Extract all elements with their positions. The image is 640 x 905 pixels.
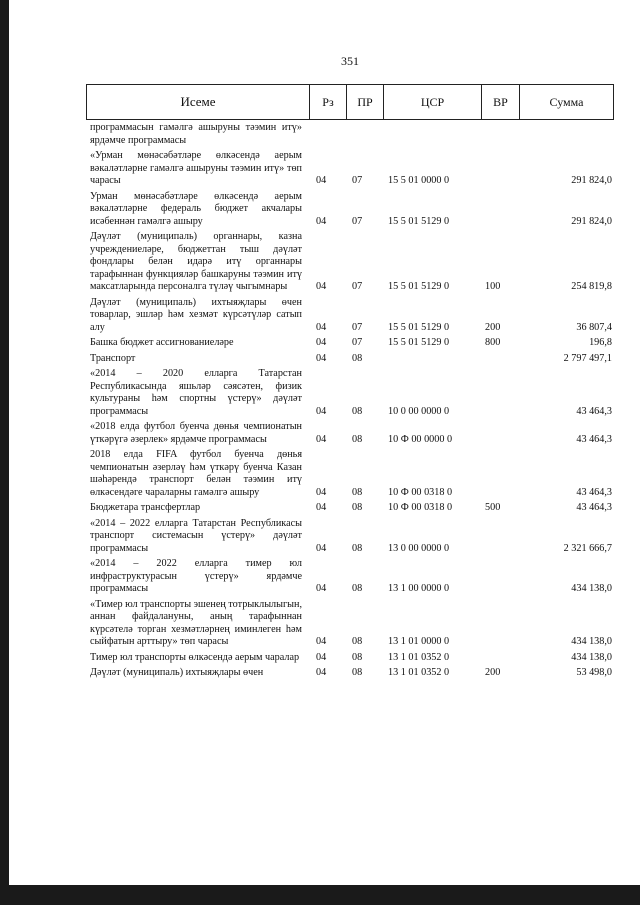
row-pr: 08	[352, 352, 363, 364]
row-name: «Тимер юл транспорты эшенең тотрыклылыгын, аннан файдалануны, аның тарафыннан күрсәтелә торган хезмәтләрнең иминлеген һәм сыйфатын арттыру» төп чарасы	[90, 598, 302, 647]
row-rz: 04	[316, 636, 327, 647]
row-csr: 13 0 00 0000 0	[388, 542, 450, 554]
table-row	[90, 518, 612, 556]
row-rz: 04	[316, 667, 327, 678]
table-row	[90, 337, 612, 350]
table-row	[90, 558, 612, 596]
row-sum: 2 321 666,7	[563, 542, 612, 554]
table-row	[90, 652, 612, 665]
row-vr: 100	[485, 281, 501, 292]
row-name: «2018 елда футбол буенча дөнья чемпионатын үткәрүгә әзерлек» ярдәмче программасы	[90, 421, 302, 445]
row-csr: 15 5 01 0000 0	[388, 175, 450, 186]
row-sum: 434 138,0	[571, 583, 612, 594]
header-vr: ВР	[482, 85, 520, 119]
row-pr: 08	[352, 542, 363, 554]
row-csr: 13 1 01 0352 0	[388, 667, 450, 678]
row-csr: 10 Ф 00 0000 0	[388, 433, 453, 445]
scan-left-edge	[0, 0, 9, 905]
row-pr: 08	[352, 405, 363, 417]
row-rz: 04	[316, 486, 327, 498]
row-csr: 10 0 00 0000 0	[388, 405, 450, 417]
row-pr: 07	[352, 337, 363, 348]
row-name: «2014 – 2022 елларга тимер юл инфраструктурасын үстерү» ярдәмче программасы	[90, 558, 302, 594]
row-sum: 434 138,0	[571, 636, 612, 647]
row-sum: 291 824,0	[571, 175, 612, 186]
row-name: «2014 – 2020 елларга Татарстан Республикасында яшьләр сәясәтен, физик культураны һәм спортны үстерү» дәүләт программасы	[90, 368, 302, 417]
header-sum: Сумма	[549, 94, 584, 109]
row-pr: 08	[352, 636, 363, 647]
table-body	[90, 122, 612, 680]
row-name: Урман мөнәсәбәтләре өлкәсендә аерым вәкаләтләрне федераль бюджет акчалары исәбеннән гамәлгә ашыру	[90, 190, 302, 227]
row-pr: 08	[352, 583, 363, 594]
row-rz: 04	[316, 583, 327, 594]
row-name: Башка бюджет ассигнованиеләре	[90, 337, 234, 348]
row-rz: 04	[316, 352, 327, 364]
row-rz: 04	[316, 433, 327, 445]
row-name: Тимер юл транспорты өлкәсендә аерым чаралар	[90, 651, 300, 663]
row-name: «Урман мөнәсәбәтләре өлкәсендә аерым вәкаләтләрне гамәлгә ашыруны тәэмин итү» төп чарасы	[90, 150, 302, 186]
table-row	[90, 599, 612, 649]
row-sum: 53 498,0	[576, 667, 612, 678]
table-row	[90, 231, 612, 294]
row-rz: 04	[316, 405, 327, 417]
table-row	[90, 353, 612, 366]
table-row	[90, 122, 612, 147]
row-sum: 43 464,3	[576, 405, 612, 417]
row-name: «2014 – 2022 елларга Татарстан Республикасы транспорт системасын үстерү» дәүләт программасы	[90, 517, 302, 554]
row-rz: 04	[316, 542, 327, 554]
header-rz: Рз	[310, 85, 347, 119]
table-row	[90, 191, 612, 229]
row-rz: 04	[316, 502, 327, 513]
table-row	[90, 421, 612, 446]
table-row	[90, 667, 612, 680]
row-rz: 04	[316, 321, 327, 333]
row-sum: 434 138,0	[571, 651, 612, 663]
table-row	[90, 297, 612, 335]
row-sum: 2 797 497,1	[563, 352, 612, 364]
page-number: 351	[341, 54, 359, 68]
row-name: программасын гамәлгә ашыруны тәэмин итү» ярдәмче программасы	[90, 122, 302, 146]
row-csr: 15 5 01 5129 0	[388, 215, 450, 227]
row-rz: 04	[316, 651, 327, 663]
row-rz: 04	[316, 281, 327, 292]
header-csr: ЦСР	[384, 85, 482, 119]
row-csr: 15 5 01 5129 0	[388, 321, 450, 333]
row-name: Дәүләт (муниципаль) органнары, казна учреждениеләре, бюджеттан тыш дәүләт фондлары белән идарә итү органнары тарафыннан функцияләр башкаруны тәэмин итү максатларында персоналга түләү чыгымнары	[90, 231, 302, 292]
row-csr: 13 1 01 0000 0	[388, 636, 450, 647]
header-name: Исеме	[87, 85, 310, 119]
row-sum: 36 807,4	[576, 321, 612, 333]
row-rz: 04	[316, 215, 327, 227]
row-vr: 200	[485, 667, 501, 678]
row-pr: 08	[352, 502, 363, 513]
row-vr: 800	[485, 337, 501, 348]
row-pr: 08	[352, 651, 363, 663]
row-name: 2018 елда FIFA футбол буенча дөнья чемпионатын әзерләү һәм үткәрү буенча Казан шәһәрендә транспорт белән тәэмин итү өлкәсендәге чараларны гамәлгә ашыру	[90, 449, 302, 498]
row-sum: 196,8	[589, 337, 612, 348]
row-name: Бюджетара трансфертлар	[90, 502, 201, 513]
row-sum: 43 464,3	[576, 433, 612, 445]
row-rz: 04	[316, 175, 327, 186]
table-row	[90, 449, 612, 499]
scan-bottom-edge	[0, 885, 640, 905]
row-pr: 08	[352, 433, 363, 445]
row-sum: 43 464,3	[576, 502, 612, 513]
table-row	[90, 368, 612, 418]
row-csr: 10 Ф 00 0318 0	[388, 486, 453, 498]
table-header	[86, 84, 614, 120]
row-vr: 500	[485, 502, 501, 513]
header-pr: ПР	[347, 85, 384, 119]
row-csr: 13 1 01 0352 0	[388, 651, 450, 663]
row-sum: 291 824,0	[571, 215, 612, 227]
row-pr: 07	[352, 321, 363, 333]
table-row	[90, 150, 612, 188]
row-pr: 08	[352, 667, 363, 678]
row-name: Дәүләт (муниципаль) ихтыяҗлары өчен	[90, 667, 264, 678]
row-pr: 07	[352, 175, 363, 186]
row-csr: 15 5 01 5129 0	[388, 281, 450, 292]
row-csr: 15 5 01 5129 0	[388, 337, 450, 348]
row-name: Дәүләт (муниципаль) ихтыяҗлары өчен товарлар, эшләр һәм хезмәт күрсәтүләр сатып алу	[90, 296, 302, 333]
row-rz: 04	[316, 337, 327, 348]
row-name: Транспорт	[90, 352, 136, 364]
row-pr: 08	[352, 486, 363, 498]
row-pr: 07	[352, 281, 363, 292]
row-vr: 200	[485, 321, 501, 333]
row-sum: 43 464,3	[576, 486, 612, 498]
row-csr: 13 1 00 0000 0	[388, 583, 450, 594]
row-sum: 254 819,8	[571, 281, 612, 292]
table-row	[90, 502, 612, 515]
row-pr: 07	[352, 215, 363, 227]
row-csr: 10 Ф 00 0318 0	[388, 502, 453, 513]
